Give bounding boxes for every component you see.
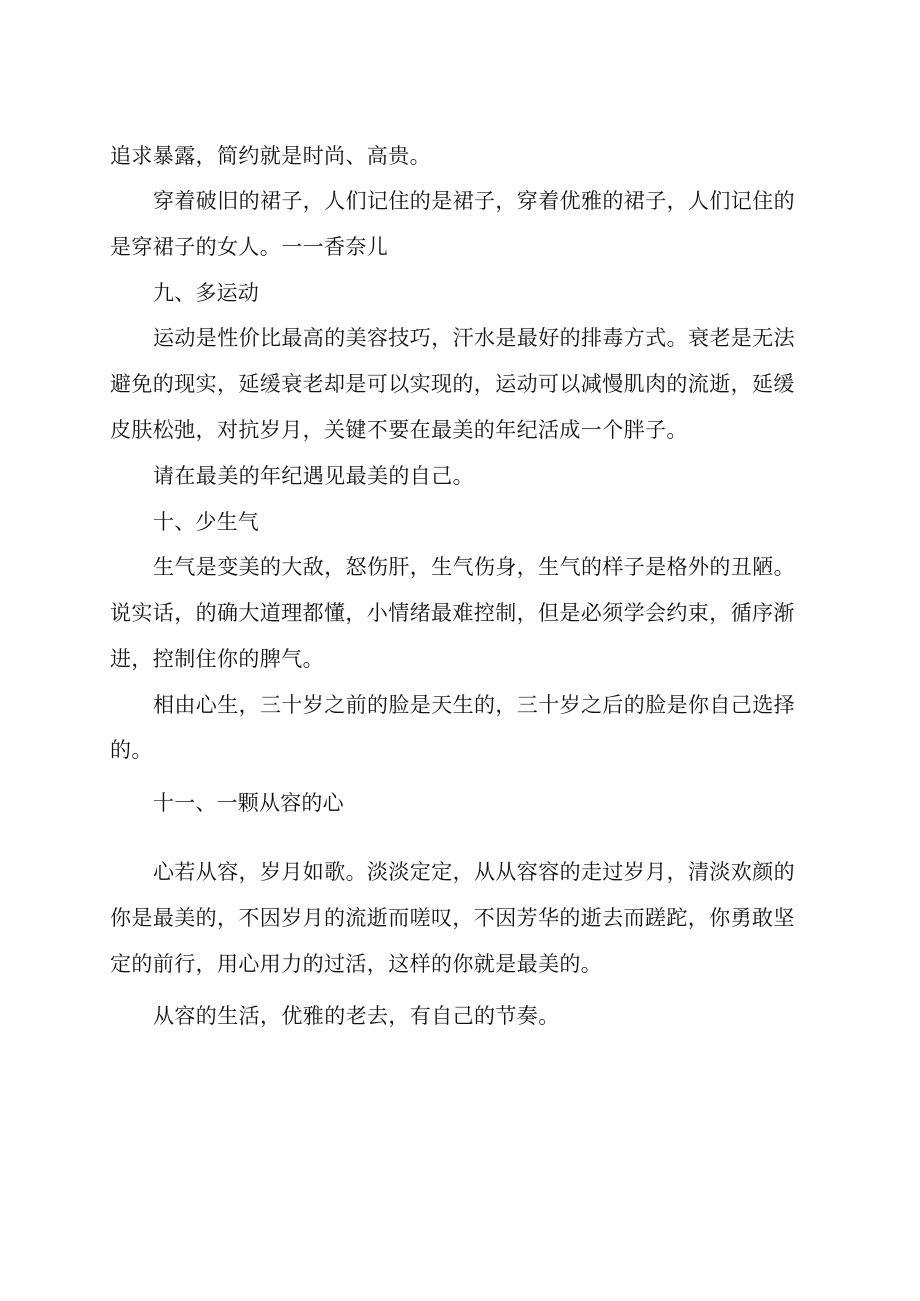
paragraph-line: 定的前行，用心用力的过活，这样的你就是最美的。 <box>110 952 603 976</box>
paragraph-line: 运动是性价比最高的美容技巧，汗水是最好的排毒方式。衰老是无法 <box>153 326 795 350</box>
paragraph-line: 从容的生活，优雅的老去，有自己的节奏。 <box>153 1004 560 1028</box>
heading-line: 十一、一颗从容的心 <box>153 791 344 815</box>
paragraph-line: 生气是变美的大敌，怒伤肝，生气伤身，生气的样子是格外的丑陋。 <box>153 555 795 579</box>
paragraph-line: 进，控制住你的脾气。 <box>110 647 324 671</box>
heading-line: 十、少生气 <box>153 510 259 534</box>
paragraph-line: 心若从容，岁月如歌。淡淡定定，从从容容的走过岁月，清淡欢颜的 <box>153 860 795 884</box>
paragraph-line: 你是最美的，不因岁月的流逝而嗟叹，不因芳华的逝去而蹉跎，你勇敢坚 <box>110 906 795 930</box>
paragraph-line: 相由心生，三十岁之前的脸是天生的，三十岁之后的脸是你自己选择 <box>153 693 795 717</box>
paragraph-line: 请在最美的年纪遇见最美的自己。 <box>153 464 474 488</box>
paragraph-line: 说实话，的确大道理都懂，小情绪最难控制，但是必须学会约束，循序渐 <box>110 601 795 625</box>
paragraph-line: 避免的现实，延缓衰老却是可以实现的，运动可以减慢肌肉的流逝，延缓 <box>110 372 795 396</box>
paragraph-line: 穿着破旧的裙子，人们记住的是裙子，穿着优雅的裙子，人们记住的 <box>153 189 795 213</box>
paragraph-line: 是穿裙子的女人。一一香奈儿 <box>110 235 389 259</box>
paragraph-line: 的。 <box>110 738 153 762</box>
paragraph-line: 追求暴露，简约就是时尚、高贵。 <box>110 144 431 168</box>
paragraph-line: 皮肤松弛，对抗岁月，关键不要在最美的年纪活成一个胖子。 <box>110 418 688 442</box>
heading-line: 九、多运动 <box>153 281 259 305</box>
